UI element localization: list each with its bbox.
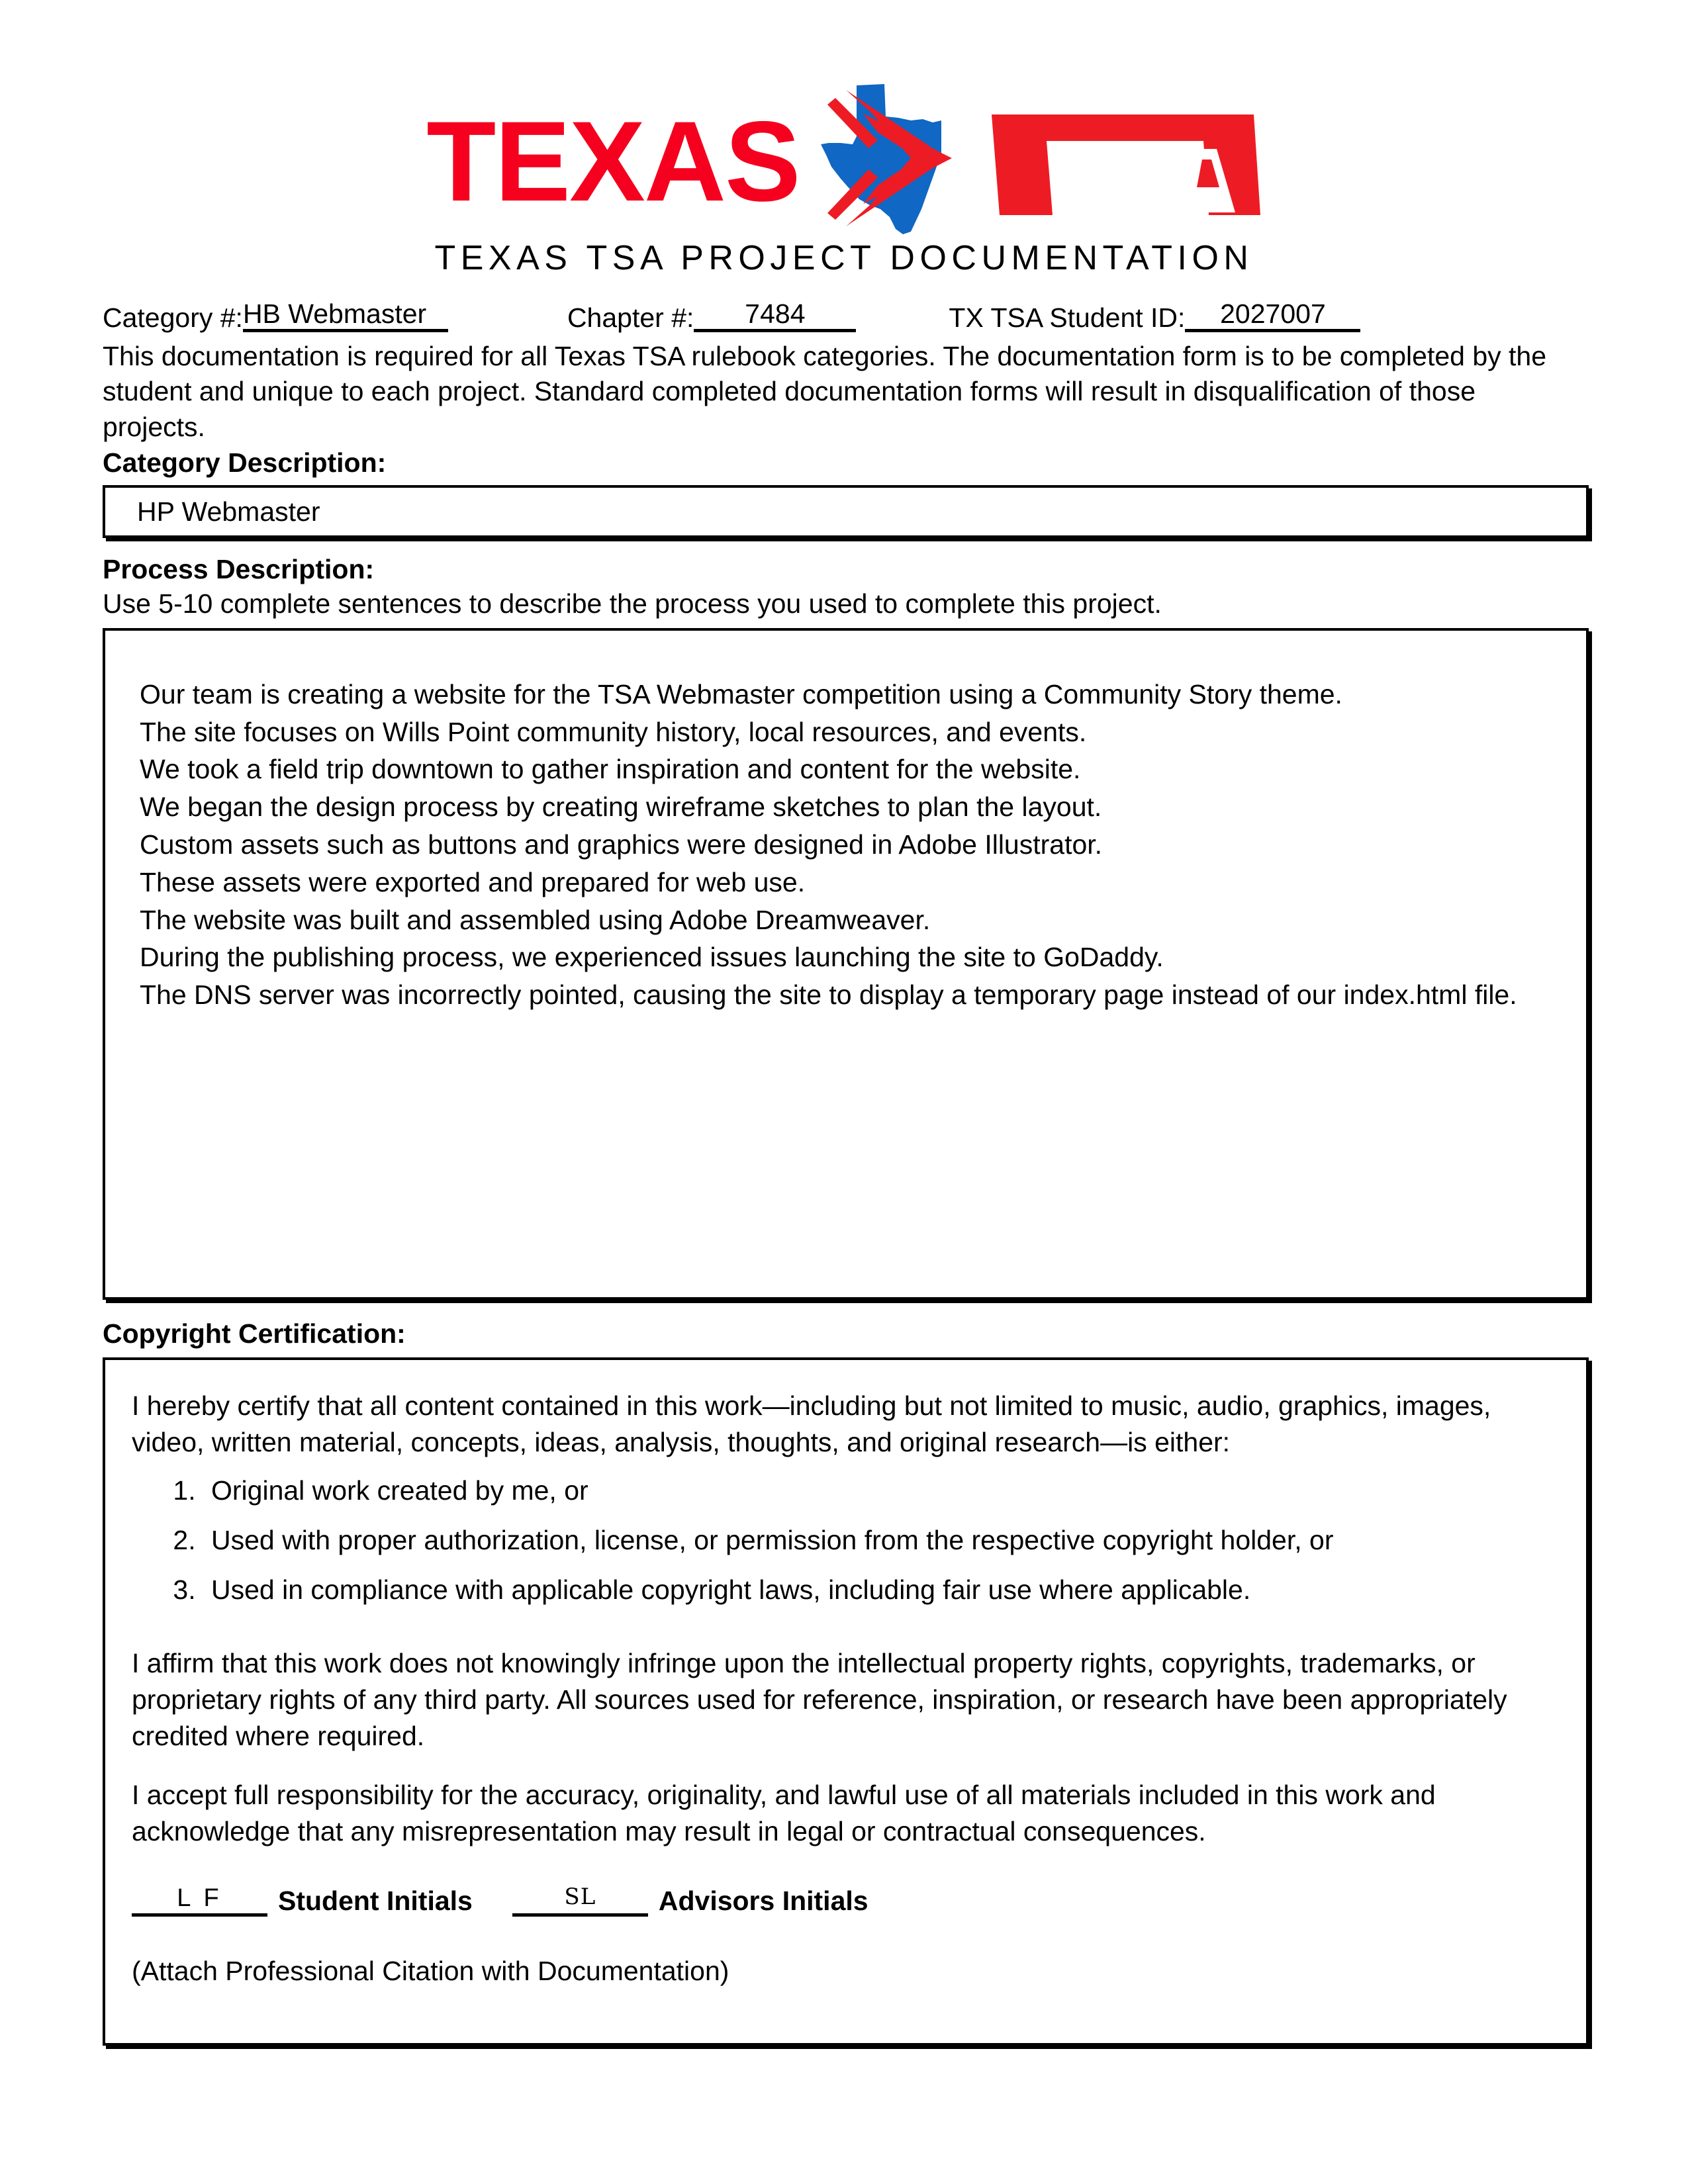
attach-citation-note: (Attach Professional Citation with Documentation)	[132, 1956, 729, 1987]
category-description-value: HP Webmaster	[137, 496, 320, 527]
copyright-conditions-list	[132, 1473, 1554, 1608]
chapter-number-label: Chapter #:	[567, 302, 694, 333]
category-description-label: Category Description:	[103, 447, 387, 478]
student-initials-field[interactable]	[132, 1878, 267, 1917]
form-content	[103, 291, 1592, 2046]
paragraph-spacer	[132, 1754, 1554, 1777]
process-description-instruction: Use 5-10 complete sentences to describe the process you used to complete this project.	[103, 588, 1162, 619]
advisor-initials-field[interactable]	[512, 1878, 648, 1917]
advisor-initials-value: SL	[564, 1884, 596, 1911]
category-number-label: Category #:	[103, 302, 243, 333]
category-description-box[interactable]	[103, 485, 1589, 538]
process-line: The website was built and assembled using Adobe Dreamweaver.	[140, 904, 931, 935]
process-description-box[interactable]	[103, 628, 1589, 1300]
process-line: During the publishing process, we experienced issues launching the site to GoDaddy.	[140, 942, 1164, 973]
initials-row	[132, 1878, 1554, 1917]
advisor-initials-caption: Advisors Initials	[658, 1886, 868, 1917]
process-line: We took a field trip downtown to gather inspiration and content for the website.	[140, 754, 1081, 785]
header-fields-row	[103, 291, 1592, 332]
intro-paragraph: This documentation is required for all Texas TSA rulebook categories. The documentation form is to be completed by the student and unique to each project. Standard completed documentation forms will result in disqualification of those projects.	[103, 341, 1547, 442]
list-item: 1. Original work created by me, or	[203, 1473, 1554, 1509]
process-line: These assets were exported and prepared for web use.	[140, 866, 806, 897]
copyright-acceptance-paragraph: I accept full responsibility for the accuracy, originality, and lawful use of all materials included in this work and acknowledge that any misrepresentation may result in legal or contractual consequences.	[132, 1779, 1436, 1846]
list-item: 3. Used in compliance with applicable copyright laws, including fair use where applicable.	[203, 1572, 1554, 1608]
category-number-input[interactable]: HB Webmaster	[243, 300, 448, 332]
texas-tsa-logo	[0, 79, 1688, 238]
copyright-certification-label: Copyright Certification:	[103, 1318, 406, 1349]
paragraph-spacer	[132, 1621, 1554, 1645]
student-initials-caption: Student Initials	[278, 1886, 473, 1917]
copyright-certification-box	[103, 1357, 1589, 2046]
copyright-affirmation-paragraph: I affirm that this work does not knowingly infringe upon the intellectual property rights, copyrights, trademarks, or proprietary rights of any third party. All sources used for reference, inspiration, or research have been appropriately credited where required.	[132, 1647, 1507, 1751]
tsa-wordmark-icon	[984, 103, 1262, 218]
process-description-label: Process Description:	[103, 554, 375, 585]
student-id-input[interactable]: 2027007	[1185, 300, 1360, 332]
student-initials-value: L F	[177, 1884, 222, 1913]
process-line: Custom assets such as buttons and graphics were designed in Adobe Illustrator.	[140, 829, 1103, 860]
process-line: The DNS server was incorrectly pointed, causing the site to display a temporary page instead of our index.html file.	[140, 979, 1517, 1011]
process-line: Our team is creating a website for the TSA Webmaster competition using a Community Story theme.	[140, 678, 1342, 709]
page-title: TEXAS TSA PROJECT DOCUMENTATION	[434, 239, 1254, 277]
texas-wordmark: TEXAS	[426, 98, 800, 225]
student-id-label: TX TSA Student ID:	[949, 302, 1186, 333]
process-line: We began the design process by creating wireframe sketches to plan the layout.	[140, 792, 1102, 823]
texas-state-chevron-icon	[812, 79, 977, 238]
process-line: The site focuses on Wills Point community history, local resources, and events.	[140, 716, 1087, 747]
list-item: 2. Used with proper authorization, license, or permission from the respective copyright holder, or	[203, 1522, 1554, 1559]
copyright-intro-paragraph: I hereby certify that all content contained in this work—including but not limited to music, audio, graphics, images, video, written material, concepts, ideas, analysis, thoughts, and original research—is either:	[132, 1390, 1491, 1458]
chapter-number-input[interactable]: 7484	[694, 300, 856, 332]
